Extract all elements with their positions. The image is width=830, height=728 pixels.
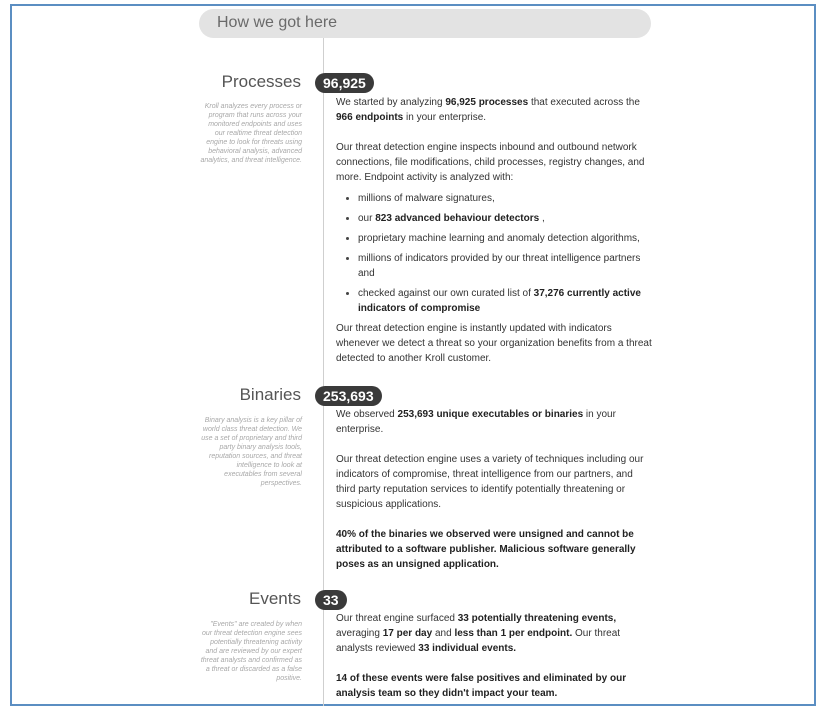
- section-header-title: How we got here: [217, 14, 338, 31]
- processes-paragraph-1: We started by analyzing 96,925 processes that executed across the 966 endpoints in your enterprise.: [336, 97, 640, 123]
- events-paragraph-1: Our threat engine surfaced 33 potentially threatening events, averaging 17 per day and less than 1 per endpoint. Our threat analysts reviewed 33 individual events.: [336, 613, 621, 654]
- processes-title: Processes: [221, 72, 301, 91]
- binaries-paragraph-2: Our threat detection engine uses a variety of techniques including our indicators of compromise, threat intelligence from our partners, and third party reputation services to identify potentially threatening or suspicious applications.: [336, 454, 644, 510]
- binaries-paragraph-3: 40% of the binaries we observed were unsigned and cannot be attributed to a software publisher. Malicious software generally poses as an unsigned application.: [336, 529, 636, 570]
- binaries-title: Binaries: [239, 385, 301, 404]
- binaries-count-badge: 253,693: [315, 386, 382, 406]
- events-paragraph-2: 14 of these events were false positives and eliminated by our analysis team so they didn't impact your team.: [336, 673, 627, 699]
- binaries-note: Binary analysis is a key pillar of world class threat detection. We use a set of proprietary and third party binary analysis tools, reputation sources, and threat intelligence to look at executables from several perspectives.: [201, 417, 302, 487]
- binaries-paragraph-1: We observed 253,693 unique executables or binaries in your enterprise.: [336, 409, 616, 435]
- processes-paragraph-3: Our threat detection engine is instantly updated with indicators whenever we detect a threat so your organization benefits from a threat detected to another Kroll customer.: [336, 323, 652, 364]
- list-item: proprietary machine learning and anomaly detection algorithms,: [336, 231, 654, 246]
- events-body: [336, 611, 654, 701]
- list-item: our 823 advanced behaviour detectors ,: [336, 211, 654, 226]
- events-note: "Events" are created by when our threat detection engine sees potentially threatening activity and are reviewed by our expert threat analysts and confirmed as a threat or discarded as a false positive.: [200, 621, 302, 682]
- processes-note: Kroll analyzes every process or program that runs across your monitored endpoints and uses our realtime threat detection engine to look for threats using behavioral analysis, advanced analytics, and threat intelligence.: [200, 103, 302, 164]
- section-header: [199, 9, 651, 38]
- events-count-badge: 33: [315, 590, 347, 610]
- list-item: millions of indicators provided by our threat intelligence partners and: [336, 251, 654, 281]
- list-item: millions of malware signatures,: [336, 191, 654, 206]
- binaries-body: [336, 407, 654, 572]
- processes-paragraph-2: Our threat detection engine inspects inbound and outbound network connections, file modifications, child processes, registry changes, and more. Endpoint activity is analyzed with:: [336, 142, 645, 183]
- processes-count-badge: 96,925: [315, 73, 374, 93]
- processes-list: [336, 191, 654, 316]
- processes-body: [336, 95, 654, 366]
- list-item: checked against our own curated list of 37,276 currently active indicators of compromise: [336, 286, 654, 316]
- events-title: Events: [249, 589, 301, 608]
